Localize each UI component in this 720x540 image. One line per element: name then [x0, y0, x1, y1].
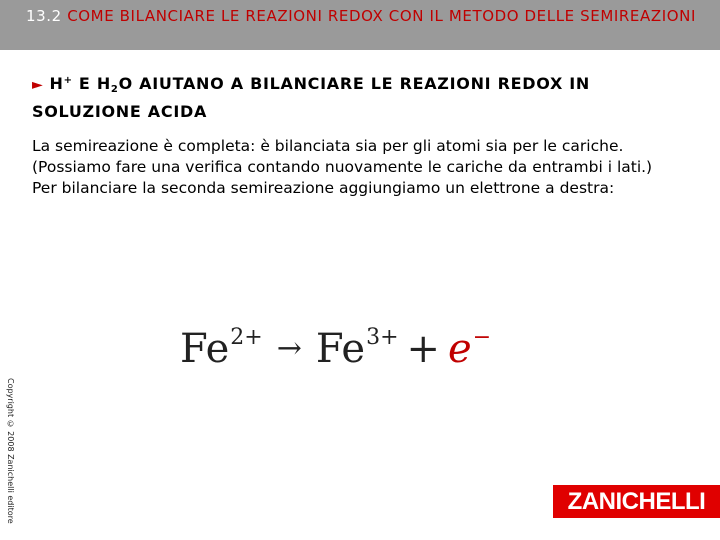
reactant-symbol: Fe	[180, 326, 230, 372]
bullet-arrow-icon: ►	[32, 77, 44, 93]
heading-superscript-plus: +	[63, 75, 73, 86]
product-symbol: Fe	[315, 326, 366, 372]
heading-text-e-h: E H	[72, 74, 111, 93]
heading-text-h: H	[49, 74, 64, 93]
heading-text-rest: O AIUTANO A BILANCIARE LE REAZIONI REDOX IN SOLUZIONE ACIDA	[32, 74, 590, 121]
chapter-title: COME BILANCIARE LE REAZIONI REDOX CON IL METODO DELLE SEMIREAZIONI	[67, 7, 696, 25]
product-charge: 3+	[366, 325, 399, 350]
half-reaction-equation	[180, 308, 540, 372]
copyright-notice: Copyright © 2008 Zanichelli editore	[6, 378, 15, 524]
electron-charge: −	[472, 325, 492, 350]
reactant-charge: 2+	[230, 325, 263, 350]
chapter-number: 13.2	[26, 7, 62, 25]
section-heading	[32, 70, 692, 123]
heading-subscript-2: 2	[110, 84, 119, 95]
electron-symbol: e	[448, 326, 472, 372]
body-text	[32, 136, 692, 199]
reaction-arrow: →	[276, 331, 302, 366]
page-title	[26, 7, 706, 26]
body-paragraph-1: La semireazione è completa: è bilanciata sia per gli atomi sia per le cariche. (Possiamo fare una verifica contando nuovamente le cariche da entrambi i lati.)	[32, 137, 653, 176]
plus-sign: +	[406, 326, 441, 372]
body-paragraph-2: Per bilanciare la seconda semireazione aggiungiamo un elettrone a destra:	[32, 179, 615, 197]
zanichelli-logo: ZANICHELLI	[553, 485, 720, 518]
